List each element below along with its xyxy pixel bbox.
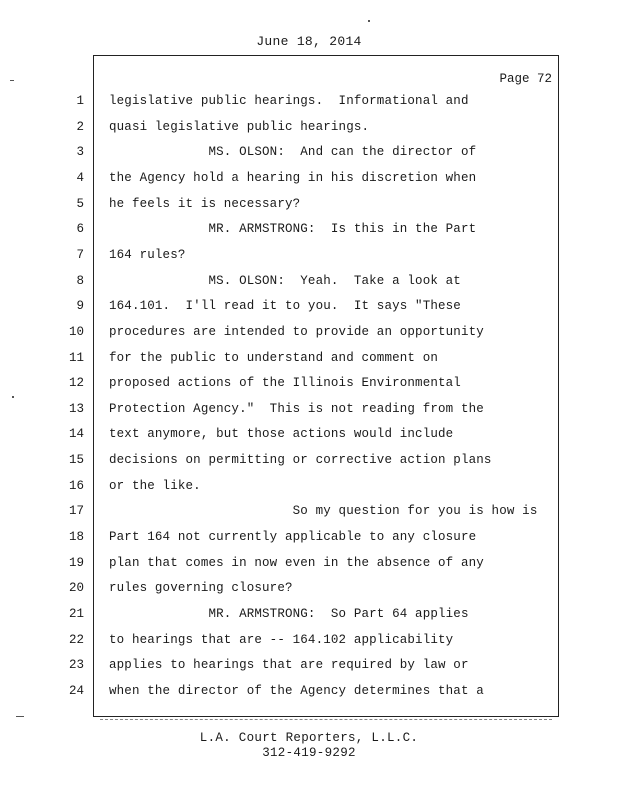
line-number: 2 — [76, 120, 84, 134]
transcript-line-text: MS. OLSON: Yeah. Take a look at — [109, 274, 461, 288]
transcript-line-text: or the like. — [109, 479, 201, 493]
transcript-date: June 18, 2014 — [256, 34, 362, 49]
scan-speck — [12, 396, 14, 398]
transcript-line-text: procedures are intended to provide an opportunity — [109, 325, 484, 339]
line-number: 7 — [76, 248, 84, 262]
transcript-line-text: So my question for you is how is — [109, 504, 538, 518]
transcript-line-text: decisions on permitting or corrective action plans — [109, 453, 492, 467]
transcript-line-text: the Agency hold a hearing in his discretion when — [109, 171, 477, 185]
line-number: 10 — [68, 325, 84, 339]
scan-noise-line — [100, 719, 552, 721]
transcript-line-text: he feels it is necessary? — [109, 197, 301, 211]
scan-speck — [10, 80, 14, 81]
line-number: 22 — [68, 633, 84, 647]
transcript-line-text: quasi legislative public hearings. — [109, 120, 370, 134]
line-number: 18 — [68, 530, 84, 544]
line-number: 14 — [68, 427, 84, 441]
line-number: 3 — [76, 145, 84, 159]
transcript-line-text: for the public to understand and comment on — [109, 351, 439, 365]
line-number: 6 — [76, 222, 84, 236]
transcript-line-text: 164 rules? — [109, 248, 186, 262]
line-number: 23 — [68, 658, 84, 672]
line-number: 21 — [68, 607, 84, 621]
transcript-line-text: MR. ARMSTRONG: Is this in the Part — [109, 222, 477, 236]
page-number: Page 72 — [499, 72, 552, 86]
line-number: 24 — [68, 684, 84, 698]
line-number: 1 — [76, 94, 84, 108]
line-number: 8 — [76, 274, 84, 288]
line-number: 16 — [68, 479, 84, 493]
transcript-line-text: rules governing closure? — [109, 581, 293, 595]
line-number: 15 — [68, 453, 84, 467]
transcript-line-text: text anymore, but those actions would include — [109, 427, 454, 441]
scan-speck — [368, 20, 370, 22]
line-number: 9 — [76, 299, 84, 313]
transcript-line-text: to hearings that are -- 164.102 applicability — [109, 633, 454, 647]
transcript-line-text: proposed actions of the Illinois Environmental — [109, 376, 461, 390]
line-number: 11 — [68, 351, 84, 365]
transcript-line-text: applies to hearings that are required by law or — [109, 658, 469, 672]
transcript-line-text: Protection Agency." This is not reading from the — [109, 402, 484, 416]
line-number: 13 — [68, 402, 84, 416]
transcript-line-text: 164.101. I'll read it to you. It says "These — [109, 299, 461, 313]
line-number: 20 — [68, 581, 84, 595]
line-number: 5 — [76, 197, 84, 211]
court-reporter-phone: 312-419-9292 — [262, 746, 356, 760]
transcript-line-text: legislative public hearings. Informational and — [109, 94, 469, 108]
transcript-line-text: when the director of the Agency determines that a — [109, 684, 484, 698]
line-number: 19 — [68, 556, 84, 570]
transcript-line-text: plan that comes in now even in the absence of any — [109, 556, 484, 570]
transcript-line-text: MS. OLSON: And can the director of — [109, 145, 477, 159]
court-reporter-name: L.A. Court Reporters, L.L.C. — [199, 731, 419, 745]
transcript-line-text: MR. ARMSTRONG: So Part 64 applies — [109, 607, 469, 621]
line-number: 17 — [68, 504, 84, 518]
line-number: 4 — [76, 171, 84, 185]
transcript-line-text: Part 164 not currently applicable to any closure — [109, 530, 477, 544]
scan-speck — [16, 716, 24, 717]
line-number: 12 — [68, 376, 84, 390]
